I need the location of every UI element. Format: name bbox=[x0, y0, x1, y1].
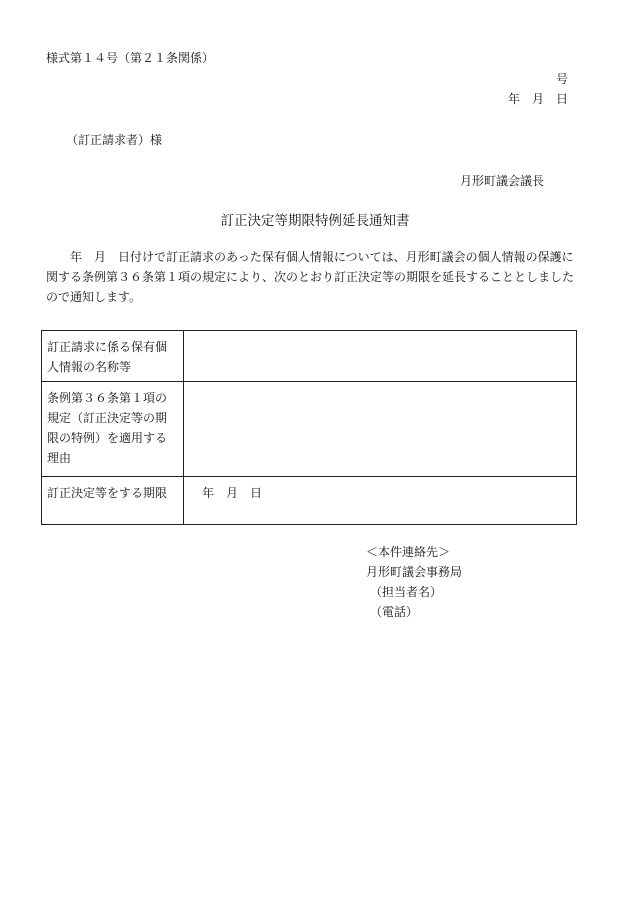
row-label-info-name: 訂正請求に係る保有個人情報の名称等 bbox=[42, 331, 184, 382]
row-value-deadline: 年 月 日 bbox=[184, 477, 577, 525]
row-label-reason: 条例第３６条第１項の規定（訂正決定等の期限の特例）を適用する理由 bbox=[42, 382, 184, 477]
row-value-info-name bbox=[184, 331, 577, 382]
table-row bbox=[42, 382, 577, 477]
document-title: 訂正決定等期限特例延長通知書 bbox=[220, 213, 410, 229]
issue-date: 年 月 日 bbox=[507, 92, 568, 106]
form-number: 様式第１４号（第２１条関係） bbox=[46, 51, 215, 65]
table-row bbox=[42, 331, 577, 382]
body-paragraph: 年 月 日付けで訂正請求のあった保有個人情報については、月形町議会の個人情報の保護に関する条例第３６条第１項の規定により、次のとおり訂正決定等の期限を延長することとしましたので通知します。 bbox=[46, 250, 575, 304]
contact-person: （担当者名） bbox=[370, 585, 443, 599]
contact-heading: ＜本件連絡先＞ bbox=[366, 545, 451, 559]
document-number: 号 bbox=[555, 72, 568, 86]
table-row bbox=[42, 477, 577, 525]
row-value-reason bbox=[184, 382, 577, 477]
contact-office: 月形町議会事務局 bbox=[366, 565, 463, 579]
contact-phone: （電話） bbox=[370, 605, 419, 619]
issuer: 月形町議会議長 bbox=[459, 174, 544, 188]
row-label-deadline: 訂正決定等をする期限 bbox=[42, 477, 184, 525]
info-table bbox=[41, 330, 577, 525]
addressee: （訂正請求者）様 bbox=[66, 133, 163, 147]
contact-block bbox=[366, 542, 462, 622]
